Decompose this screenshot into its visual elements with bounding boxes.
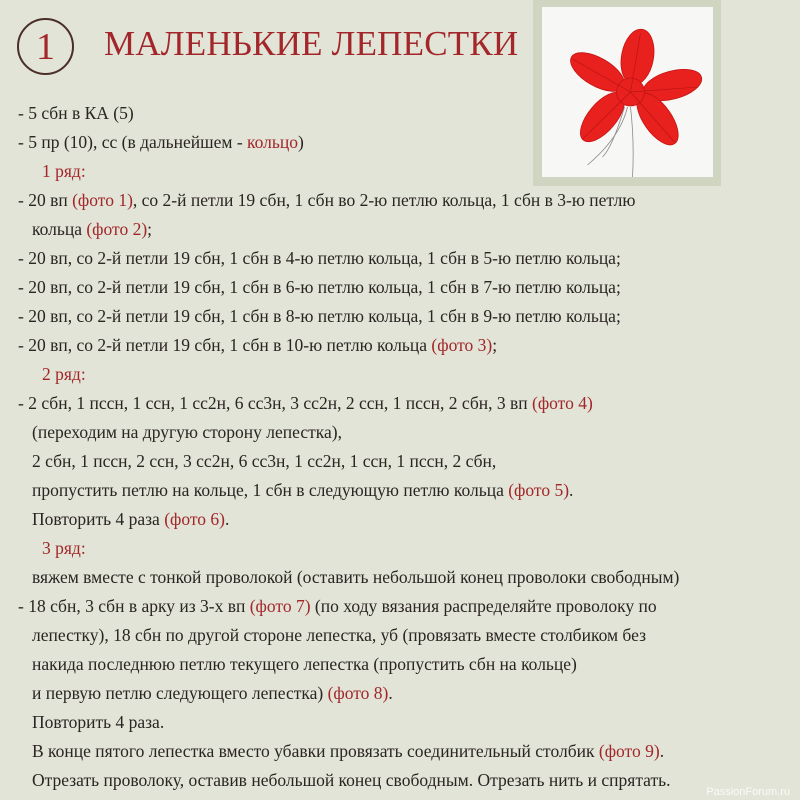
line-text: . (388, 683, 393, 703)
instruction-line (32, 447, 496, 476)
page-title: МАЛЕНЬКИЕ ЛЕПЕСТКИ (104, 24, 519, 63)
photo-reference: (фото 6) (164, 509, 226, 529)
instruction-line (18, 331, 497, 360)
instruction-line (32, 476, 573, 505)
photo-frame (533, 0, 721, 186)
instruction-line (18, 592, 657, 621)
instruction-line (32, 418, 342, 447)
flower-icon (542, 7, 713, 177)
line-text: ) (298, 132, 304, 152)
line-text: - 20 вп, со 2-й петли 19 сбн, 1 сбн в 8-ю петлю кольца, 1 сбн в 9-ю петлю кольца; (18, 306, 621, 326)
line-text: (по ходу вязания распределяйте проволоку по (310, 596, 657, 616)
line-text: - 20 вп (18, 190, 73, 210)
line-text: (переходим на другую сторону лепестка), (32, 422, 342, 442)
line-text: ; (147, 219, 153, 239)
instruction-line (32, 650, 577, 679)
photo-reference: (фото 2) (86, 219, 148, 239)
line-text: и первую петлю следующего лепестка) (32, 683, 328, 703)
instruction-line (32, 563, 679, 592)
line-text: пропустить петлю на кольце, 1 сбн в следующую петлю кольца (32, 480, 509, 500)
row-header (42, 157, 86, 186)
photo-reference: (фото 1) (72, 190, 133, 210)
instruction-line (18, 128, 304, 157)
instruction-line (32, 215, 152, 244)
line-text: Повторить 4 раза. (32, 712, 165, 732)
line-text: , со 2-й петли 19 сбн, 1 сбн во 2-ю петлю кольца, 1 сбн в 3-ю петлю (132, 190, 636, 210)
watermark: PassionForum.ru (706, 786, 790, 798)
line-text: вяжем вместе с тонкой проволокой (оставить небольшой конец проволоки свободным) (32, 567, 680, 587)
instruction-line (32, 708, 164, 737)
line-text: 2 сбн, 1 пссн, 2 ссн, 3 сс2н, 6 сс3н, 1 сс2н, 1 ссн, 1 пссн, 2 сбн, (32, 451, 497, 471)
photo-reference: (фото 3) (431, 335, 493, 355)
photo-reference: (фото 5) (508, 480, 570, 500)
photo-reference: (фото 4) (532, 393, 593, 413)
step-number-badge (17, 18, 74, 75)
row-header (42, 534, 86, 563)
instruction-line (32, 737, 664, 766)
instruction-line (32, 766, 671, 795)
line-text: . (569, 480, 574, 500)
photo-reference: (фото 8) (327, 683, 389, 703)
line-text: . (659, 741, 665, 761)
line-text: лепестку), 18 сбн по другой стороне лепестка, уб (провязать вместе столбиком без (32, 625, 646, 645)
line-text: - 5 сбн в КА (5) (18, 103, 134, 123)
line-text: - 2 сбн, 1 пссн, 1 ссн, 1 сс2н, 6 сс3н, 3 сс2н, 2 ссн, 1 пссн, 2 сбн, 3 вп (18, 393, 532, 413)
line-text: - 20 вп, со 2-й петли 19 сбн, 1 сбн в 6-ю петлю кольца, 1 сбн в 7-ю петлю кольца; (18, 277, 621, 297)
flower-photo (542, 7, 713, 177)
photo-reference: (фото 7) (249, 596, 311, 616)
instruction-line (18, 244, 621, 273)
row-label: 3 ряд: (42, 538, 86, 558)
row-header (42, 360, 86, 389)
photo-reference: кольцо (247, 132, 298, 152)
line-text: накида последнюю петлю текущего лепестка (пропустить сбн на кольце) (32, 654, 577, 674)
instruction-line (32, 505, 229, 534)
instruction-line (18, 186, 635, 215)
line-text: кольца (32, 219, 87, 239)
instruction-line (32, 679, 393, 708)
instruction-line (18, 302, 621, 331)
instruction-line (18, 389, 593, 418)
line-text: В конце пятого лепестка вместо убавки провязать соединительный столбик (32, 741, 599, 761)
instruction-line (18, 99, 134, 128)
line-text: Отрезать проволоку, оставив небольшой конец свободным. Отрезать нить и спрятать. (32, 770, 671, 790)
line-text: - 5 пр (10), сс (в дальнейшем - (18, 132, 248, 152)
line-text: - 20 вп, со 2-й петли 19 сбн, 1 сбн в 4-ю петлю кольца, 1 сбн в 5-ю петлю кольца; (18, 248, 621, 268)
step-number: 1 (36, 25, 55, 68)
line-text: ; (492, 335, 498, 355)
instruction-line (32, 621, 646, 650)
row-label: 1 ряд: (42, 161, 86, 181)
line-text: . (225, 509, 230, 529)
line-text: Повторить 4 раза (32, 509, 165, 529)
row-label: 2 ряд: (42, 364, 86, 384)
line-text: - 20 вп, со 2-й петли 19 сбн, 1 сбн в 10-ю петлю кольца (18, 335, 432, 355)
instruction-line (18, 273, 621, 302)
line-text: - 18 сбн, 3 сбн в арку из 3-х вп (18, 596, 250, 616)
photo-reference: (фото 9) (598, 741, 660, 761)
